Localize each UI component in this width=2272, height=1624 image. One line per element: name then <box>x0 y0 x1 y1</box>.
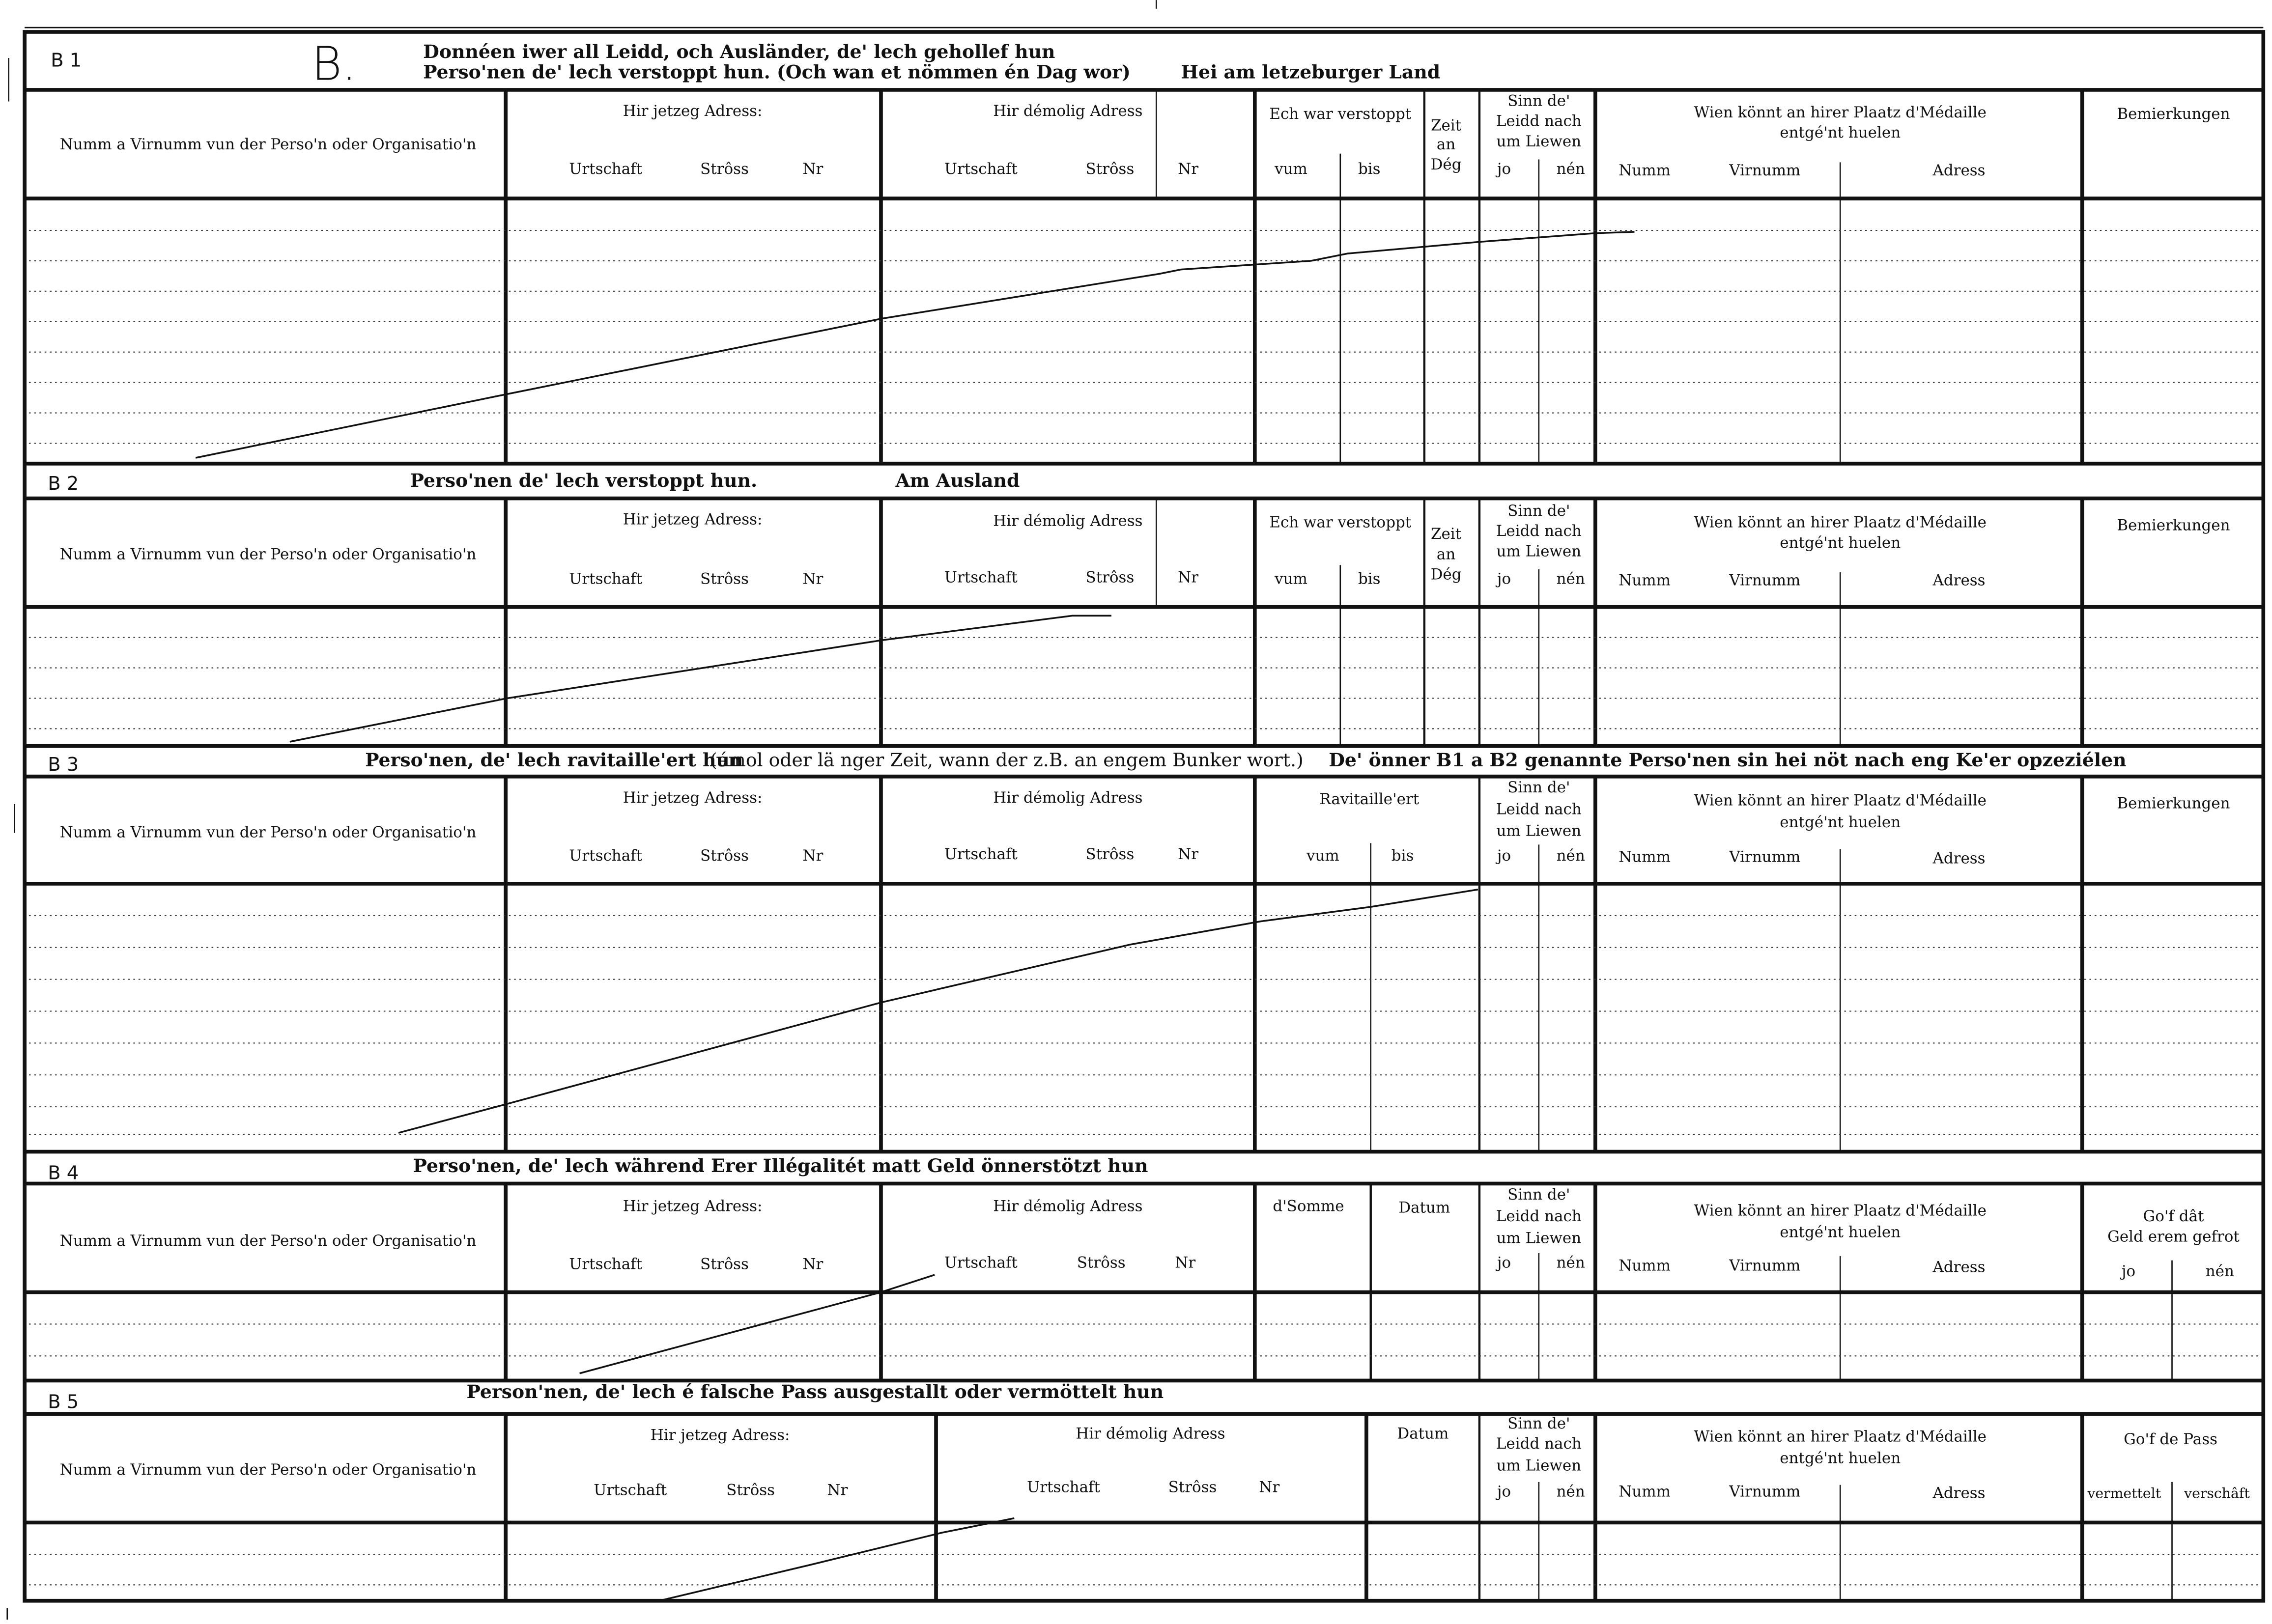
col-sinn-liewen: um Liewen <box>1496 132 1582 150</box>
col-numm: Numm <box>1619 161 1671 179</box>
col-urtschaft: Urtschaft <box>944 1254 1018 1272</box>
col-urtschaft: Urtschaft <box>1027 1478 1100 1496</box>
col-medal: Wien könnt an hirer Plaatz d'Médaille <box>1694 513 1987 532</box>
col-stross: Strôss <box>1168 1478 1217 1496</box>
col-nr: Nr <box>1178 845 1199 863</box>
col-nr: Nr <box>827 1481 848 1499</box>
col-urtschaft: Urtschaft <box>569 160 643 178</box>
col-adress: Adress <box>1932 571 1986 589</box>
col-medal-2: entgé'nt huelen <box>1780 1449 1901 1467</box>
col-hidden: Ech war verstoppt <box>1269 513 1412 532</box>
col-nen: nén <box>1556 846 1585 865</box>
section-id-b1: B 1 <box>51 49 82 72</box>
outer-frame <box>25 32 2263 1601</box>
pen-strike-b5 <box>659 1518 1014 1601</box>
col-former-address: Hir démolig Adress <box>993 1197 1143 1215</box>
section-id-b2: B 2 <box>48 472 79 495</box>
col-nr: Nr <box>1178 568 1199 587</box>
section-b4 <box>25 1155 2263 1381</box>
section-title-b3-exclusion: De' önner B1 a B2 genannte Perso'nen sin hei nöt nach eng Ke'er opzeziélen <box>1329 749 2127 771</box>
col-sinn-leidd: Leidd nach <box>1496 1435 1582 1453</box>
col-zeit: Zeit <box>1430 116 1462 135</box>
col-stross: Strôss <box>1077 1254 1126 1272</box>
section-id-b4: B 4 <box>48 1162 79 1184</box>
col-adress: Adress <box>1932 849 1986 868</box>
col-sinn: Sinn de' <box>1507 779 1570 797</box>
col-virnumm: Virnumm <box>1729 848 1801 866</box>
section-id-b5: B 5 <box>48 1391 79 1413</box>
margin-marks <box>7 0 1157 1620</box>
col-zeit-deg: Dég <box>1430 565 1462 584</box>
col-former-address: Hir démolig Adress <box>993 512 1143 530</box>
col-sinn-liewen: um Liewen <box>1496 1456 1582 1475</box>
col-zeit-an: an <box>1436 135 1456 153</box>
col-stross: Strôss <box>1085 568 1135 587</box>
col-present-address: Hir jetzeg Adress: <box>623 102 763 120</box>
col-sinn-leidd: Leidd nach <box>1496 1207 1582 1226</box>
section-title-b2-abroad: Am Ausland <box>895 469 1020 491</box>
section-b5 <box>25 1381 2263 1601</box>
col-jo: jo <box>1497 570 1511 588</box>
col-name-org: Numm a Virnumm vun der Perso'n oder Organisatio'n <box>59 545 477 563</box>
col-nr: Nr <box>802 1255 824 1273</box>
col-urtschaft: Urtschaft <box>594 1481 667 1499</box>
section-title-b3: Perso'nen, de' lech ravitaille'ert hun <box>365 749 743 771</box>
col-ravitaillert: Ravitaille'ert <box>1319 790 1420 808</box>
col-nr: Nr <box>1259 1478 1280 1496</box>
col-medal-2: entgé'nt huelen <box>1780 124 1901 142</box>
col-somme: d'Somme <box>1273 1197 1344 1215</box>
col-present-address: Hir jetzeg Adress: <box>650 1426 790 1444</box>
col-former-address: Hir démolig Adress <box>1076 1425 1225 1443</box>
col-bis: bis <box>1358 570 1381 588</box>
col-jo: jo <box>1497 160 1511 178</box>
col-medal: Wien könnt an hirer Plaatz d'Médaille <box>1694 791 1987 810</box>
col-datum: Datum <box>1397 1425 1449 1443</box>
section-title-b4: Perso'nen, de' lech während Erer Illégalitét matt Geld önnerstötzt hun <box>413 1154 1148 1176</box>
col-zeit: Zeit <box>1430 525 1462 543</box>
col-gof-money: Go'f dât <box>2143 1207 2204 1226</box>
col-nen: nén <box>1556 160 1585 178</box>
col-medal: Wien könnt an hirer Plaatz d'Médaille <box>1694 103 1987 121</box>
col-nr: Nr <box>1175 1254 1196 1272</box>
col-present-address: Hir jetzeg Adress: <box>623 1197 763 1215</box>
section-b2 <box>25 470 2263 746</box>
col-medal-2: entgé'nt huelen <box>1780 813 1901 831</box>
col-sinn-liewen: um Liewen <box>1496 542 1582 560</box>
col-name-org: Numm a Virnumm vun der Perso'n oder Organisatio'n <box>59 1232 477 1250</box>
col-datum: Datum <box>1398 1199 1450 1217</box>
col-zeit-deg: Dég <box>1430 156 1462 174</box>
col-sinn: Sinn de' <box>1507 1414 1570 1432</box>
section-id-b3: B 3 <box>48 753 79 776</box>
section-title-b1-country: Hei am letzeburger Land <box>1181 61 1441 83</box>
entry-lines-b4[interactable] <box>29 1324 2260 1356</box>
col-stross: Strôss <box>700 570 749 588</box>
pen-strike-b1 <box>196 232 1634 458</box>
col-nr: Nr <box>802 160 824 178</box>
col-stross: Strôss <box>726 1481 775 1499</box>
col-vum: vum <box>1275 570 1307 588</box>
col-name-org: Numm a Virnumm vun der Perso'n oder Organisatio'n <box>59 135 477 153</box>
col-remarks: Bemierkungen <box>2117 105 2230 123</box>
col-zeit-an: an <box>1436 545 1456 563</box>
col-stross: Strôss <box>1085 845 1135 863</box>
col-adress: Adress <box>1932 161 1986 179</box>
col-remarks: Bemierkungen <box>2117 516 2230 534</box>
col-bis: bis <box>1391 846 1414 865</box>
col-jo: jo <box>2121 1262 2136 1281</box>
col-name-org: Numm a Virnumm vun der Perso'n oder Organisatio'n <box>59 1461 477 1479</box>
col-jo: jo <box>1497 1254 1511 1272</box>
col-nen: nén <box>1556 1254 1585 1272</box>
col-urtschaft: Urtschaft <box>569 1255 643 1273</box>
col-stross: Strôss <box>700 1255 749 1273</box>
col-vum: vum <box>1306 846 1339 865</box>
col-stross: Strôss <box>1085 160 1135 178</box>
col-stross: Strôss <box>700 160 749 178</box>
col-sinn: Sinn de' <box>1507 1185 1570 1204</box>
col-jo: jo <box>1497 846 1511 865</box>
col-nr: Nr <box>802 570 824 588</box>
entry-lines-b5[interactable] <box>29 1554 2260 1585</box>
col-former-address: Hir démolig Adress <box>993 788 1143 807</box>
section-b3 <box>25 749 2263 1151</box>
col-remarks: Bemierkungen <box>2117 794 2230 812</box>
col-numm: Numm <box>1619 1483 1671 1501</box>
col-hidden: Ech war verstoppt <box>1269 105 1412 123</box>
col-medal: Wien könnt an hirer Plaatz d'Médaille <box>1694 1428 1987 1446</box>
form-letter: B. <box>312 37 357 91</box>
col-pass: Go'f de Pass <box>2124 1430 2217 1449</box>
col-adress: Adress <box>1932 1258 1986 1276</box>
col-nen: nén <box>1556 1483 1585 1501</box>
col-name-org: Numm a Virnumm vun der Perso'n oder Organisatio'n <box>59 823 477 841</box>
col-stross: Strôss <box>700 846 749 865</box>
col-virnumm: Virnumm <box>1729 1483 1801 1501</box>
col-urtschaft: Urtschaft <box>569 846 643 865</box>
col-present-address: Hir jetzeg Adress: <box>623 788 763 807</box>
col-nr: Nr <box>1178 160 1199 178</box>
col-nen: nén <box>1556 570 1585 588</box>
col-bis: bis <box>1358 160 1381 178</box>
col-numm: Numm <box>1619 571 1671 589</box>
col-gof-money-2: Geld erem gefrot <box>2107 1228 2240 1246</box>
col-urtschaft: Urtschaft <box>944 160 1018 178</box>
col-adress: Adress <box>1932 1484 1986 1502</box>
col-virnumm: Virnumm <box>1729 571 1801 589</box>
section-title-b2: Perso'nen de' lech verstoppt hun. <box>410 469 758 491</box>
col-present-address: Hir jetzeg Adress: <box>623 510 763 529</box>
col-numm: Numm <box>1619 848 1671 866</box>
entry-lines-b1[interactable] <box>29 230 2260 444</box>
entry-lines-b3[interactable] <box>29 916 2260 1134</box>
col-medal: Wien könnt an hirer Plaatz d'Médaille <box>1694 1202 1987 1220</box>
col-sinn-leidd: Leidd nach <box>1496 112 1582 130</box>
col-sinn: Sinn de' <box>1507 92 1570 110</box>
col-numm: Numm <box>1619 1257 1671 1275</box>
col-sinn-leidd: Leidd nach <box>1496 800 1582 818</box>
col-sinn: Sinn de' <box>1507 502 1570 520</box>
col-nen: nén <box>2205 1262 2234 1281</box>
section-title-b3-note: (émol oder lä nger Zeit, wann der z.B. an engem Bunker wort.) <box>710 749 1304 771</box>
col-urtschaft: Urtschaft <box>569 570 643 588</box>
col-jo: jo <box>1497 1483 1511 1501</box>
col-medal-2: entgé'nt huelen <box>1780 1223 1901 1241</box>
section-title-b1-line2: Perso'nen de' lech verstoppt hun. (Och wan et nömmen én Dag wor) <box>423 61 1131 83</box>
col-nr: Nr <box>802 846 824 865</box>
col-verschaft: verschâft <box>2184 1485 2250 1502</box>
col-sinn-leidd: Leidd nach <box>1496 522 1582 540</box>
col-vum: vum <box>1275 160 1307 178</box>
col-virnumm: Virnumm <box>1729 1257 1801 1275</box>
col-former-address: Hir démolig Adress <box>993 102 1143 120</box>
section-title-b5: Person'nen, de' lech é falsche Pass ausgestallt oder vermöttelt hun <box>466 1380 1164 1402</box>
section-b1 <box>25 37 2263 463</box>
col-urtschaft: Urtschaft <box>944 568 1018 587</box>
entry-lines-b2[interactable] <box>29 638 2260 729</box>
col-urtschaft: Urtschaft <box>944 845 1018 863</box>
col-medal-2: entgé'nt huelen <box>1780 533 1901 552</box>
col-sinn-liewen: um Liewen <box>1496 1229 1582 1247</box>
col-sinn-liewen: um Liewen <box>1496 822 1582 840</box>
col-vermettelt: vermettelt <box>2087 1485 2161 1502</box>
col-virnumm: Virnumm <box>1729 161 1801 179</box>
section-title-b1-line1: Donnéen iwer all Leidd, och Ausländer, de' lech gehollef hun <box>423 41 1055 63</box>
pen-strike-b2 <box>290 616 1111 742</box>
